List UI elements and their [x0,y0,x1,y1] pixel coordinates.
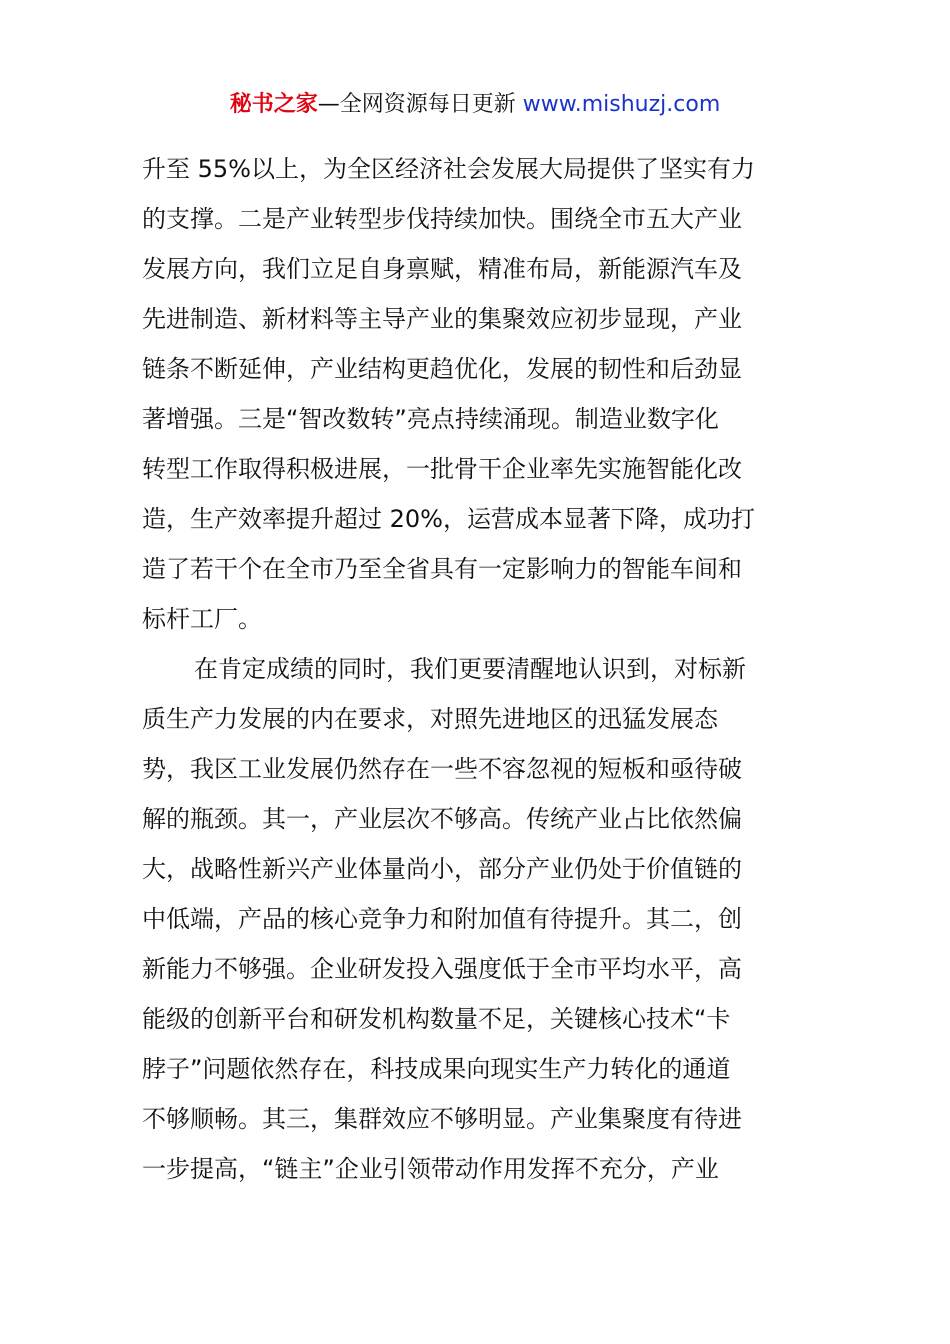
text-line: 中低端，产品的核心竞争力和附加值有待提升。其二，创 [142,905,742,933]
site-tagline: —全网资源每日更新 [317,92,523,117]
text-line: 能级的创新平台和研发机构数量不足，关键核心技术“卡 [142,1005,731,1033]
text-line: 先进制造、新材料等主导产业的集聚效应初步显现，产业 [142,305,742,333]
paragraph-first-line: 在肯定成绩的同时，我们更要清醒地认识到，对标新 [194,655,746,683]
text-line: 造，生产效率提升超过 20%，运营成本显著下降，成功打 [142,505,755,533]
document-body [142,144,812,1194]
text-line: 大，战略性新兴产业体量尚小，部分产业仍处于价值链的 [142,855,742,883]
site-url-link[interactable]: www.mishuzj.com [522,92,721,117]
text-line: 不够顺畅。其三，集群效应不够明显。产业集聚度有待进 [142,1105,742,1133]
text-line: 发展方向，我们立足自身禀赋，精准布局，新能源汽车及 [142,255,742,283]
text-line: 新能力不够强。企业研发投入强度低于全市平均水平，高 [142,955,742,983]
text-line: 标杆工厂。 [142,605,262,633]
text-line: 链条不断延伸，产业结构更趋优化，发展的韧性和后劲显 [142,355,742,383]
text-line: 脖子”问题依然存在，科技成果向现实生产力转化的通道 [142,1055,731,1083]
text-line: 一步提高，“链主”企业引领带动作用发挥不充分，产业 [142,1155,719,1183]
text-line: 质生产力发展的内在要求，对照先进地区的迅猛发展态 [142,705,718,733]
text-line: 势，我区工业发展仍然存在一些不容忽视的短板和亟待破 [142,755,742,783]
text-line: 转型工作取得积极进展，一批骨干企业率先实施智能化改 [142,455,742,483]
text-line: 的支撑。二是产业转型步伐持续加快。围绕全市五大产业 [142,205,742,233]
site-brand: 秘书之家 [229,92,318,117]
text-line: 解的瓶颈。其一，产业层次不够高。传统产业占比依然偏 [142,805,742,833]
text-line: 著增强。三是“智改数转”亮点持续涌现。制造业数字化 [142,405,719,433]
text-line: 造了若干个在全市乃至全省具有一定影响力的智能车间和 [142,555,742,583]
text-line: 升至 55%以上，为全区经济社会发展大局提供了坚实有力 [142,155,755,183]
site-header [0,88,950,122]
